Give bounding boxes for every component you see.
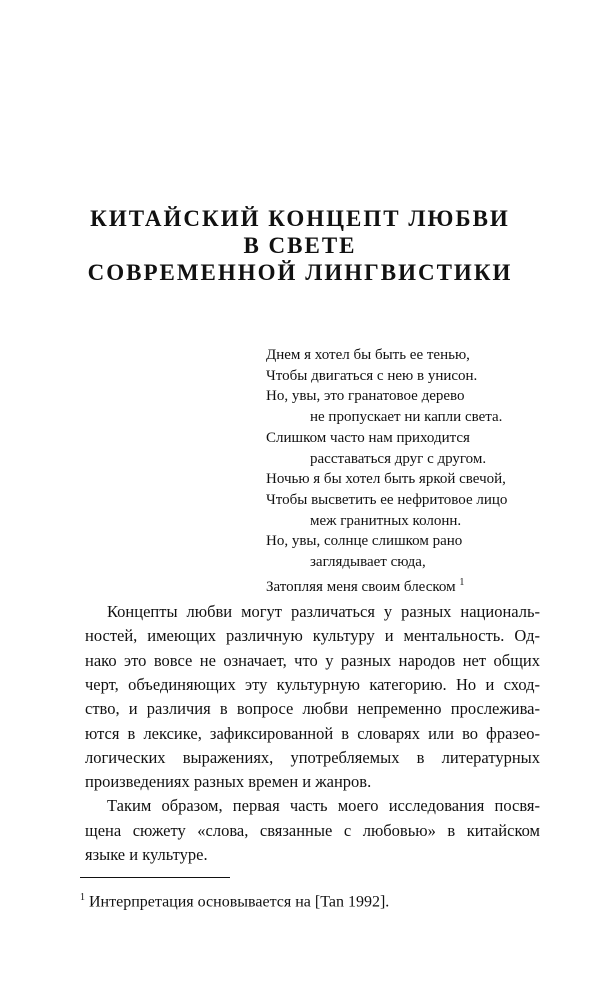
poem-line-text: Но, увы, это гранатовое дерево xyxy=(266,388,465,405)
poem-line xyxy=(310,407,502,427)
paragraph-line: нако это вовсе не означает, что у разных народов нет общих xyxy=(85,650,540,670)
paragraph-line: щена сюжету «слова, связанные с любовью» в китайском xyxy=(85,820,540,840)
paragraph-line: логических выражениях, употребляемых в литературных xyxy=(85,747,540,767)
poem-line-text: Днем я хотел бы быть ее тенью, xyxy=(266,347,470,363)
paragraph-line: Концепты любви могут различаться у разных националь- xyxy=(107,602,540,621)
poem-line xyxy=(310,511,461,531)
footnote-text: Интерпретация основывается на [Tan 1992]. xyxy=(89,893,390,911)
poem-line-text: заглядывает сюда, xyxy=(310,554,426,570)
poem-line-text: Слишком часто нам приходится xyxy=(266,429,470,446)
poem-line xyxy=(266,531,462,551)
poem-line xyxy=(310,552,426,572)
poem-line-text: меж гранитных колонн. xyxy=(310,512,462,529)
footnote-mark: 1 xyxy=(80,892,85,903)
paragraph-line: ностей, имеющих различную культуру и ментальность. Од- xyxy=(85,626,540,646)
paragraph-line: ются в лексике, зафиксированной в словарях или во фразео- xyxy=(85,723,540,743)
poem-line-text: Затопляя меня своим блеском xyxy=(266,578,456,595)
poem-line xyxy=(266,490,507,510)
poem-line xyxy=(266,469,506,489)
poem-line-text: Но, увы, солнце слишком рано xyxy=(266,533,463,550)
chapter-title-line-1: КИТАЙСКИЙ КОНЦЕПТ ЛЮБВИ xyxy=(90,206,510,231)
poem-line-text: расставаться друг с другом. xyxy=(310,450,487,467)
poem-line xyxy=(266,428,470,448)
paragraph-line: языке и культуре. xyxy=(85,845,208,864)
poem-line xyxy=(266,345,470,365)
poem-line xyxy=(266,386,465,406)
paragraph-line: Таким образом, первая часть моего исследования посвя- xyxy=(107,796,540,816)
poem-line-text: Чтобы высветить ее нефритовое лицо xyxy=(266,491,508,508)
paragraph-line: произведениях разных времен и жанров. xyxy=(85,772,372,792)
chapter-title-line-3: СОВРЕМЕННОЙ ЛИНГВИСТИКИ xyxy=(87,260,513,285)
paragraph-line: ство, и различия в вопросе любви непременно прослежива- xyxy=(85,699,540,719)
poem-line xyxy=(266,573,464,597)
chapter-title-line-2: В СВЕТЕ xyxy=(243,233,357,258)
paragraph-line: черт, объединяющих эту культурную категорию. Но и сход- xyxy=(85,674,540,694)
footnote-reference: 1 xyxy=(459,576,465,588)
poem-line xyxy=(310,449,486,469)
poem-line-text: не пропускает ни капли света. xyxy=(310,409,503,426)
footnote xyxy=(80,887,389,913)
poem-line-text: Ночью я бы хотел быть яркой свечой, xyxy=(266,471,506,488)
footnote-divider xyxy=(80,877,230,878)
poem-line-text: Чтобы двигаться с нею в унисон. xyxy=(266,367,478,384)
poem-line xyxy=(266,366,477,386)
